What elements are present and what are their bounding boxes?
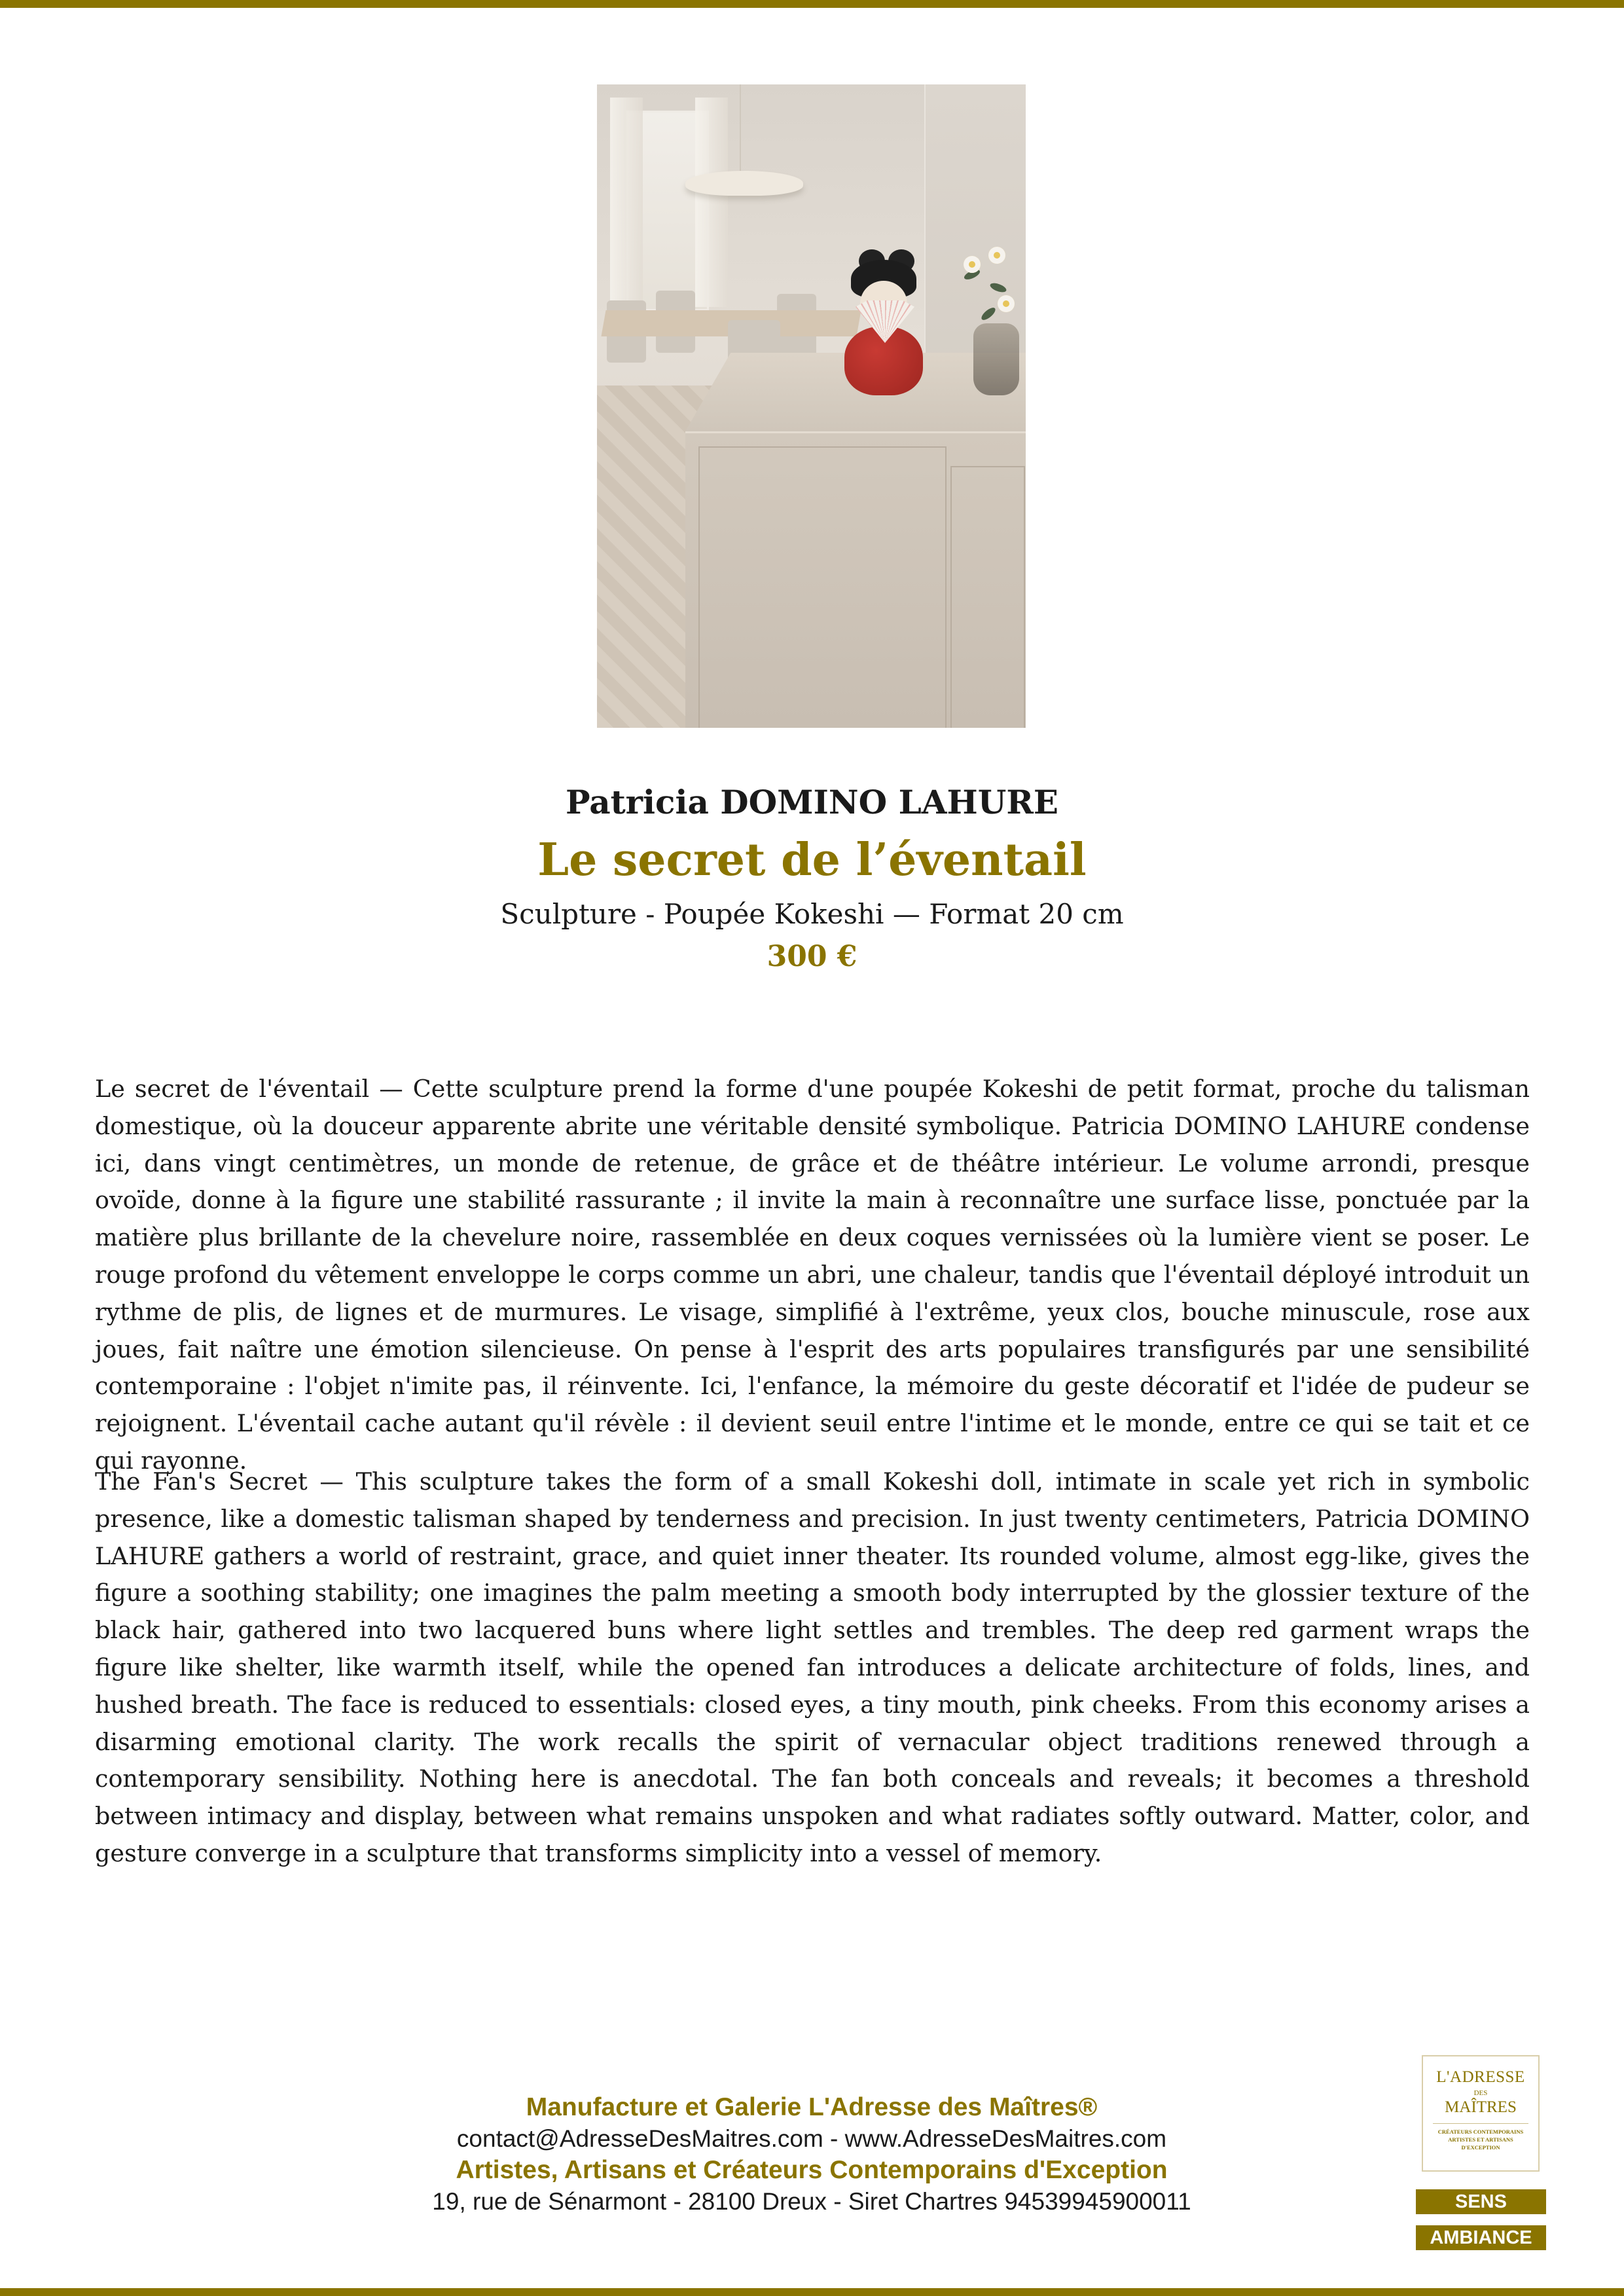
artwork-price: 300 € [767, 940, 857, 973]
curtain-left [610, 98, 643, 307]
artist-name: Patricia DOMINO LAHURE [565, 783, 1059, 821]
curtain-right [695, 98, 728, 307]
counter-front [685, 431, 1026, 728]
artwork-subtitle: Sculpture - Poupée Kokeshi — Format 20 cm [500, 898, 1124, 930]
contact-info: contact@AdresseDesMaitres.com - www.AdresseDesMaitres.com [456, 2125, 1167, 2152]
logo-line-2: DES [1473, 2089, 1488, 2097]
gallery-tagline: Artistes, Artisans et Créateurs Contemporains d'Exception [456, 2156, 1168, 2184]
description-english: The Fan's Secret — This sculpture takes the form of a small Kokeshi doll, intimate in scale yet rich in symbolic presence, like a domestic talisman shaped by tenderness and precision. In just twenty centimeters, Patricia DOMINO LAHURE gathers a world of restraint, grace, and quiet inner theater. Its rounded volume, almost egg-like, gives the figure a soothing stability; one imagines the palm meeting a smooth body interrupted by the glossier texture of the black hair, gathered into two lacquered buns where light settles and trembles. The deep red garment wraps the figure like shelter, like warmth itself, while the opened fan introduces a delicate architecture of folds, lines, and hushed breath. The face is reduced to essentials: closed eyes, a tiny mouth, pink cheeks. From this economy arises a disarming emotional clarity. The work recalls the spirit of vernacular object traditions renewed through a contemporary sensibility. Nothing here is anecdotal. The fan both conceals and reveals; it becomes a threshold between intimacy and display, between what remains unspoken and what radiates softly outward. Matter, color, and gesture converge in a sculpture that transforms simplicity into a vessel of memory. [95, 1467, 1530, 1867]
tag-sens: SENS [1416, 2189, 1546, 2214]
logo-line-3: MAÎTRES [1445, 2098, 1517, 2116]
logo-line-4: CRÉATEURS CONTEMPORAINS [1437, 2128, 1524, 2135]
lamp-cord [740, 84, 741, 176]
tag-ambiance: AMBIANCE [1416, 2225, 1546, 2250]
footer [393, 2092, 1231, 2217]
gallery-name: Manufacture et Galerie L'Adresse des Maîtres® [526, 2093, 1098, 2121]
counter-door [698, 446, 947, 728]
bottom-accent-bar [0, 2288, 1624, 2296]
logo-divider [1433, 2123, 1528, 2124]
logo-line-5: ARTISTES ET ARTISANS [1448, 2136, 1513, 2143]
pendant-lamp [685, 171, 803, 196]
camellia-flower [988, 247, 1005, 264]
glass-vase [973, 323, 1019, 395]
camellia-flower [964, 256, 981, 273]
artwork-photo [597, 84, 1026, 728]
artwork-title: Le secret de l’éventail [537, 834, 1087, 886]
camellia-flower [998, 295, 1015, 312]
description-french: Le secret de l'éventail — Cette sculpture prend la forme d'une poupée Kokeshi de petit format, proche du talisman domestique, où la douceur apparente abrite une véritable densité symbolique. Patricia DOMINO LAHURE condense ici, dans vingt centimètres, un monde de retenue, de grâce et de théâtre intérieur. Le volume arrondi, presque ovoïde, donne à la figure une stabilité rassurante ; il invite la main à reconnaître une surface lisse, ponctuée par la matière plus brillante de la chevelure noire, rassemblée en deux coques vernissées où la lumière vient se poser. Le rouge profond du vêtement enveloppe le corps comme un abri, une chaleur, tandis que l'éventail déployé introduit un rythme de plis, de lignes et de murmures. Le visage, simplifié à l'extrême, yeux clos, bouche minuscule, rose aux joues, fait naître une émotion silencieuse. On pense à l'esprit des arts populaires transfigurés par une sensibilité contemporaine : l'objet n'imite pas, il réinvente. Ici, l'enfance, la mémoire du geste décoratif et l'idée de pudeur se rejoignent. L'éventail cache autant qu'il révèle : il devient seuil entre l'intime et le monde, entre ce qui se tait et ce qui rayonne. [95, 1075, 1530, 1475]
gallery-logo [1422, 2055, 1540, 2172]
logo-line-1: L'ADRESSE [1436, 2068, 1525, 2086]
logo-line-6: D'EXCEPTION [1461, 2144, 1500, 2151]
counter-door [950, 466, 1025, 728]
top-accent-bar [0, 0, 1624, 8]
gallery-address: 19, rue de Sénarmont - 28100 Dreux - Siret Chartres 94539945900011 [432, 2188, 1191, 2215]
